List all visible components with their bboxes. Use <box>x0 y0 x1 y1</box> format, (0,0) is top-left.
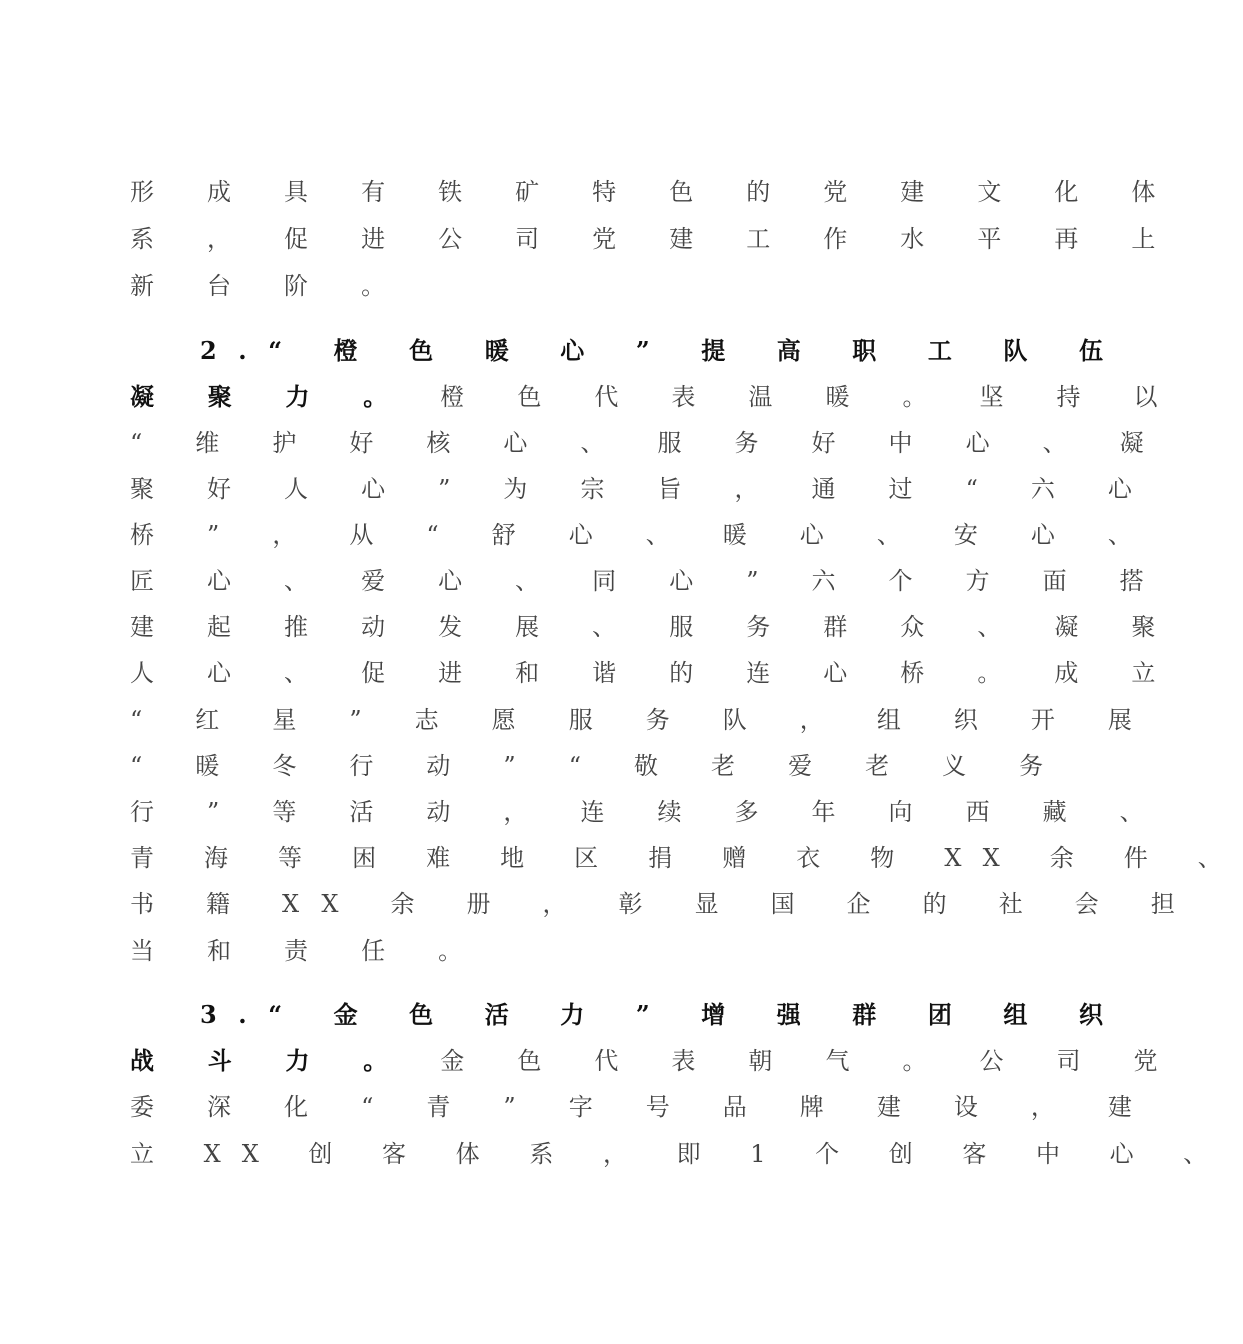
line-text: 书 籍 XX 余 册 ， 彰 显 国 企 的 社 会 担 <box>130 890 1197 918</box>
line-text: 委 深 化 “ 青 ” 字 号 品 牌 建 设 ， 建 <box>130 1093 1155 1121</box>
line-text: “ 红 星 ” 志 愿 服 务 队 ， 组 织 开 展 <box>130 706 1155 734</box>
line-text: 新 台 阶 。 <box>130 272 408 300</box>
text-line <box>130 1138 1229 1170</box>
line-text: 建 起 推 动 发 展 、 服 务 群 众 、 凝 聚 <box>130 613 1179 641</box>
section-heading: 2.“ 橙 色 暖 心 ” 提 高 职 工 队 伍 <box>200 336 1125 365</box>
line-text: 青 海 等 困 难 地 区 捐 赠 衣 物 XX 余 件 、 <box>130 844 1243 872</box>
line-text: 桥 ” ， 从 “ 舒 心 、 暖 心 、 安 心 、 <box>130 521 1155 549</box>
line-text: 匠 心 、 爱 心 、 同 心 ” 六 个 方 面 搭 <box>130 567 1167 595</box>
text-line <box>130 796 1167 828</box>
section-heading: 战 斗 力 。 <box>130 1046 410 1075</box>
text-line <box>130 427 1167 459</box>
text-line <box>130 704 1155 736</box>
line-text: 金 色 代 表 朝 气 。 公 司 党 <box>409 1047 1181 1075</box>
text-line <box>130 842 1243 874</box>
text-line <box>130 473 1155 505</box>
line-text: “ 维 护 好 核 心 、 服 务 好 中 心 、 凝 <box>130 429 1167 457</box>
line-text: 系 ， 促 进 公 司 党 建 工 作 水 平 再 上 <box>130 225 1179 253</box>
text-line <box>130 657 1179 689</box>
heading-line <box>200 999 1125 1031</box>
line-text: 形 成 具 有 铁 矿 特 色 的 党 建 文 化 体 <box>130 178 1179 206</box>
line-text: 橙 色 代 表 温 暖 。 坚 持 以 <box>409 383 1181 411</box>
line-text: 行 ” 等 活 动 ， 连 续 多 年 向 西 藏 、 <box>130 798 1167 826</box>
text-line <box>130 381 1181 413</box>
text-line <box>130 1091 1155 1123</box>
text-line <box>130 611 1179 643</box>
text-line <box>130 935 820 967</box>
line-text: 人 心 、 促 进 和 谐 的 连 心 桥 。 成 立 <box>130 659 1179 687</box>
heading-line <box>200 335 1125 367</box>
text-line <box>130 223 1179 255</box>
text-line <box>130 750 1066 782</box>
text-line <box>130 888 1197 920</box>
line-text: “ 暖 冬 行 动 ” “ 敬 老 爱 老 义 务 <box>130 752 1066 780</box>
text-line <box>130 565 1167 597</box>
text-line <box>130 1045 1181 1077</box>
text-line <box>130 519 1155 551</box>
line-text: 聚 好 人 心 ” 为 宗 旨 ， 通 过 “ 六 心 <box>130 475 1155 503</box>
text-line <box>130 176 1179 208</box>
section-heading: 凝 聚 力 。 <box>130 382 410 411</box>
text-line <box>130 270 820 302</box>
line-text: 当 和 责 任 。 <box>130 937 485 965</box>
line-text: 立 XX 创 客 体 系 ， 即 1 个 创 客 中 心 、 <box>130 1140 1229 1168</box>
section-heading: 3.“ 金 色 活 力 ” 增 强 群 团 组 织 <box>200 1000 1125 1029</box>
